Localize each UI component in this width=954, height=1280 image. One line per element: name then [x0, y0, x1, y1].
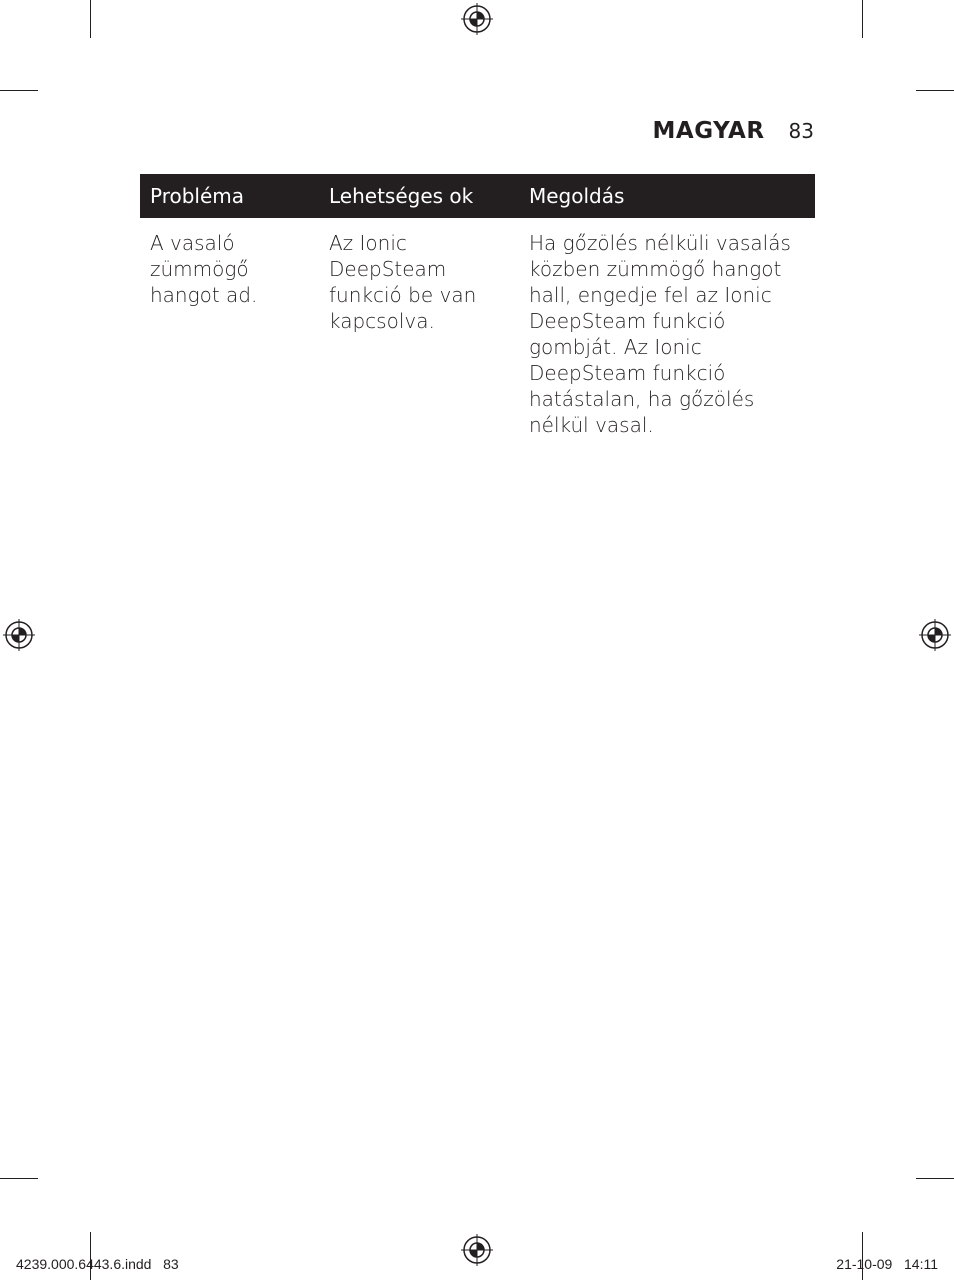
registration-mark-icon	[461, 1234, 493, 1266]
page-number: 83	[788, 119, 814, 143]
footer-file-info: 4239.000.6443.6.indd 83	[16, 1256, 179, 1272]
crop-mark-top-right	[862, 0, 863, 38]
crop-mark-right-top	[916, 90, 954, 91]
registration-mark-icon	[919, 619, 951, 651]
registration-mark-icon	[461, 3, 493, 35]
column-header-problem: Probléma	[140, 174, 319, 218]
column-header-cause: Lehetséges ok	[319, 174, 519, 218]
cell-problem: A vasaló zümmögő hangot ad.	[150, 231, 258, 307]
section-title: MAGYAR	[652, 118, 765, 144]
crop-mark-right-bottom	[916, 1178, 954, 1179]
crop-mark-left-top	[0, 90, 38, 91]
cell-cause: Az Ionic DeepSteam funkció be van kapcsolva.	[329, 231, 477, 333]
troubleshooting-table	[140, 174, 815, 438]
crop-mark-left-bottom	[0, 1178, 38, 1179]
table-row	[140, 218, 815, 438]
registration-mark-icon	[3, 619, 35, 651]
table-header-row	[140, 174, 815, 218]
footer-date-time: 21-10-09 14:11	[836, 1256, 938, 1272]
column-header-solution: Megoldás	[519, 174, 815, 218]
page-header	[653, 118, 814, 144]
cell-solution: Ha gőzölés nélküli vasalás közben zümmögő hangot hall, engedje fel az Ionic DeepSteam funkció gombját. Az Ionic DeepSteam funkció hatástalan, ha gőzölés nélkül vasal.	[529, 231, 791, 437]
crop-mark-top-left	[90, 0, 91, 38]
